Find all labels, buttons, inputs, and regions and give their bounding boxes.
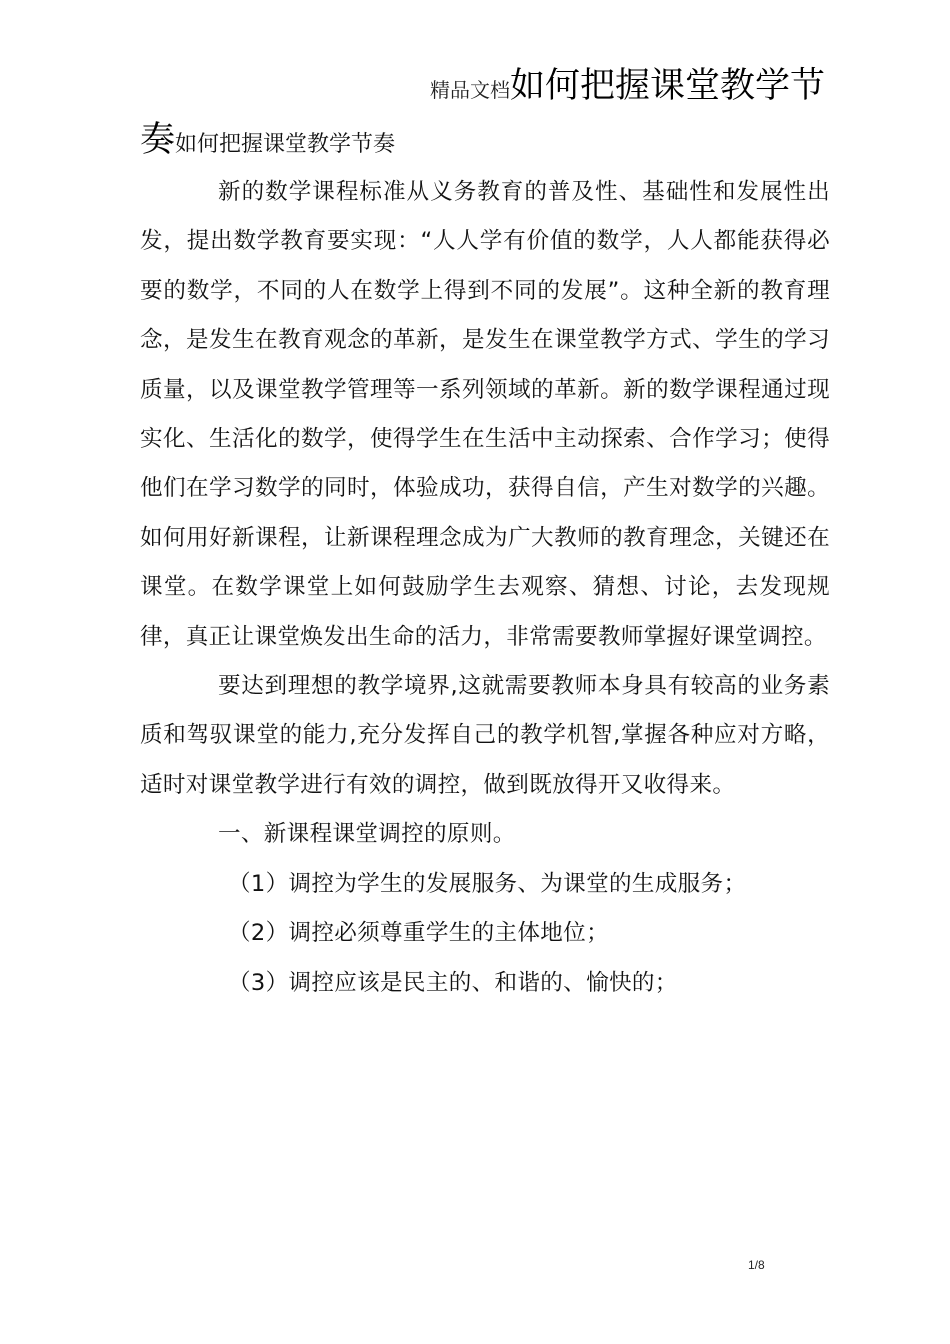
list-item: （1）调控为学生的发展服务、为课堂的生成服务； (228, 870, 747, 897)
title-last-char: 奏 (140, 120, 176, 160)
paragraph-2: 要达到理想的教学境界,这就需要教师本身具有较高的业务素质和驾驭课堂的能力,充分发挥自己的教学机智,掌握各种应对方略，适时对课堂教学进行有效的调控，做到既放得开又收得来。 (140, 673, 830, 798)
title-repeat: 如何把握课堂教学节奏 (175, 132, 396, 157)
title-first-part: 如何把握课堂教学节 (510, 66, 826, 106)
list-item: （3）调控应该是民主的、和谐的、愉快的； (228, 969, 678, 996)
section-heading: 一、新课程课堂调控的原则。 (218, 821, 516, 848)
title-line (140, 112, 395, 162)
page-number: 1/8 (748, 1258, 765, 1272)
header-label: 精品文档 (430, 78, 510, 102)
document-body (140, 168, 830, 1008)
paragraph-1: 新的数学课程标准从义务教育的普及性、基础性和发展性出发，提出数学教育要实现：“人人学有价值的数学，人人都能获得必要的数学，不同的人在数学上得到不同的发展”。这种全新的教育理念，是发生在教育观念的革新，是发生在课堂教学方式、学生的学习质量，以及课堂教学管理等一系列领域的革新。新的数学课程通过现实化、生活化的数学，使得学生在生活中主动探索、合作学习；使得他们在学习数学的同时，体验成功，获得自信，产生对数学的兴趣。如何用好新课程，让新课程理念成为广大教师的教育理念，关键还在课堂。在数学课堂上如何鼓励学生去观察、猜想、讨论，去发现规律，真正让课堂焕发出生命的活力，非常需要教师掌握好课堂调控。 (140, 179, 830, 650)
list-item: （2）调控必须尊重学生的主体地位； (228, 920, 609, 947)
header-line (430, 58, 825, 108)
